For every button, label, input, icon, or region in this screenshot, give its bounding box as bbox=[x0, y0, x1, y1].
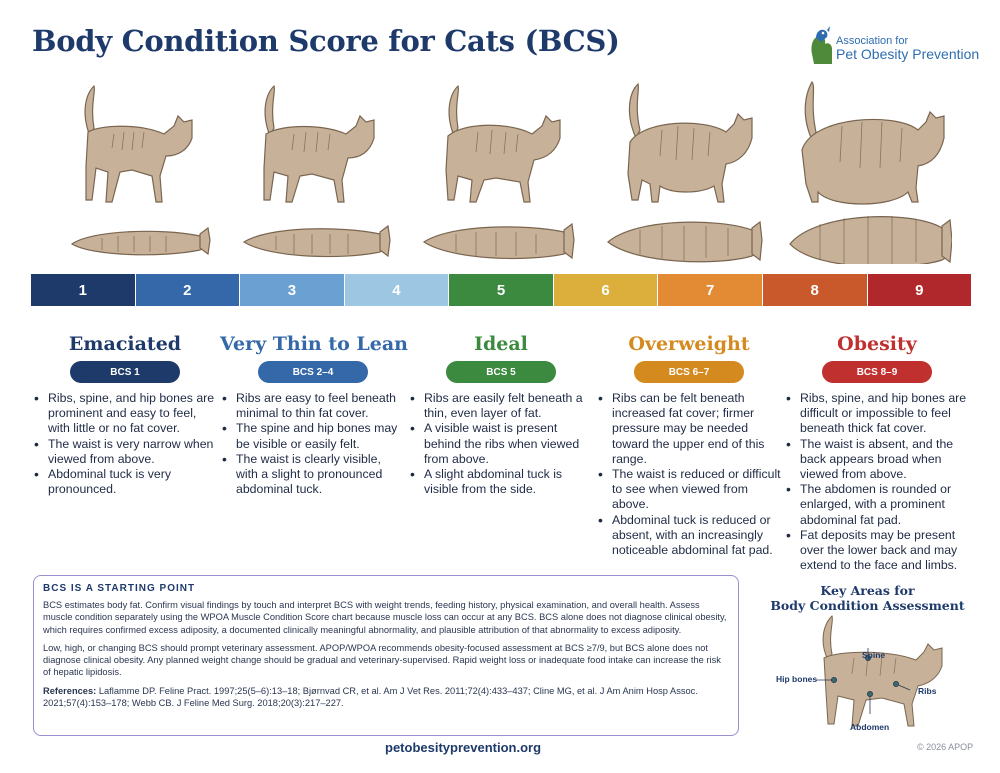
starting-point-note bbox=[33, 575, 739, 736]
category-badge: BCS 5 bbox=[446, 361, 556, 383]
category-name: Emaciated bbox=[68, 333, 182, 355]
cat-illustration-bcs5 bbox=[396, 76, 576, 264]
cat-illustration-bcs2-4 bbox=[212, 76, 392, 264]
category-name: Obesity bbox=[837, 333, 917, 355]
bullet-item: • A visible waist is present behind the ribs when viewed from above. bbox=[408, 421, 594, 467]
scale-segment-3: 3 bbox=[240, 274, 345, 306]
bullet-item: • A slight abdominal tuck is visible from the side. bbox=[408, 467, 594, 497]
cat-illustration-bcs8-9 bbox=[772, 76, 952, 264]
scale-segment-4: 4 bbox=[345, 274, 450, 306]
bullet-item: • Abdominal tuck is very pronounced. bbox=[32, 467, 218, 497]
scale-segment-9: 9 bbox=[868, 274, 972, 306]
bullet-item: • The waist is absent, and the back appears broad when viewed from above. bbox=[784, 437, 970, 483]
category-overweight bbox=[596, 333, 782, 558]
bullet-item: • Ribs, spine, and hip bones are prominent and easy to feel, with little or no fat cover. bbox=[32, 391, 218, 437]
category-badge: BCS 1 bbox=[70, 361, 180, 383]
logo-line1: Association for bbox=[836, 35, 909, 47]
category-bullets bbox=[784, 391, 970, 573]
category-bullets bbox=[596, 391, 782, 558]
cat-illustration-bcs1 bbox=[32, 76, 212, 264]
dog-cat-logo-icon bbox=[806, 24, 838, 68]
logo-line2: Pet Obesity Prevention bbox=[836, 46, 980, 62]
category-bullets bbox=[220, 391, 406, 497]
category-badge: BCS 6–7 bbox=[634, 361, 744, 383]
key-label-spine: Spine bbox=[862, 650, 886, 660]
bullet-item: • Ribs can be felt beneath increased fat cover; firmer pressure may be needed toward the upper end of this range. bbox=[596, 391, 782, 467]
page-title: Body Condition Score for Cats (BCS) bbox=[32, 24, 620, 58]
category-name: Very Thin to Lean bbox=[220, 333, 408, 355]
scale-segment-2: 2 bbox=[136, 274, 241, 306]
scale-segment-5: 5 bbox=[449, 274, 554, 306]
key-areas-diagram bbox=[770, 610, 970, 740]
scale-segment-8: 8 bbox=[763, 274, 868, 306]
website-link[interactable]: petobesityprevention.org bbox=[385, 740, 542, 755]
cat-illustration-bcs6-7 bbox=[584, 76, 764, 264]
bullet-item: • Fat deposits may be present over the lower back and may extend to the face and limbs. bbox=[784, 528, 970, 574]
note-paragraph-2: Low, high, or changing BCS should prompt veterinary assessment. APOP/WPOA recommends obesity-focused assessment at BCS ≥7/9, but BCS alone does not diagnose clinical obesity. Any planned weight change should be gradual and veterinary-supervised. Rapid weight loss or inadequate food intake can increase the risk of hepatic lipidosis. bbox=[43, 642, 721, 678]
category-bullets bbox=[32, 391, 218, 497]
category-emaciated bbox=[32, 333, 218, 497]
key-areas-title bbox=[765, 583, 970, 613]
bullet-item: • The waist is reduced or difficult to see when viewed from above. bbox=[596, 467, 782, 513]
category-bullets bbox=[408, 391, 594, 497]
bullet-item: • The spine and hip bones may be visible or easily felt. bbox=[220, 421, 406, 451]
category-obesity bbox=[784, 333, 970, 573]
bullet-item: • The abdomen is rounded or enlarged, with a prominent abdominal fat pad. bbox=[784, 482, 970, 528]
category-badge: BCS 8–9 bbox=[822, 361, 932, 383]
note-paragraph-1: BCS estimates body fat. Confirm visual findings by touch and interpret BCS with weight trends, feeding history, physical examination, and overall health. Assess muscle condition separately using the WPOA Muscle Condition Score chart because muscle loss can occur at any BCS. BCS alone does not diagnose clinical obesity, which requires confirmed excess adiposity, a documented clinically meaningful abnormality, and plausible attribution of that abnormality to excess adiposity. bbox=[43, 600, 727, 635]
note-references bbox=[43, 685, 729, 710]
bullet-item: • Abdominal tuck is reduced or absent, with an increasingly noticeable abdominal fat pad. bbox=[596, 513, 782, 559]
references-label: References: bbox=[43, 685, 97, 696]
category-badge: BCS 2–4 bbox=[258, 361, 368, 383]
references-text: Laflamme DP. Feline Pract. 1997;25(5–6):13–18; Bjørnvad CR, et al. Am J Vet Res. 2011;72(4):433–437; Cline MG, et al. J Am Anim Hosp Assoc. 2021;57(4):153–178; Webb CB. J Feline Med Surg. 2018;20(3):217–227. bbox=[43, 685, 698, 709]
bullet-item: • Ribs are easily felt beneath a thin, even layer of fat. bbox=[408, 391, 594, 421]
note-heading: BCS IS A STARTING POINT bbox=[43, 583, 196, 594]
apop-logo bbox=[806, 24, 986, 68]
key-label-abdomen: Abdomen bbox=[850, 722, 890, 732]
category-ideal bbox=[408, 333, 594, 497]
key-label-ribs: Ribs bbox=[918, 686, 937, 696]
copyright: © 2026 APOP bbox=[917, 742, 974, 752]
scale-segment-6: 6 bbox=[554, 274, 659, 306]
scale-segment-7: 7 bbox=[658, 274, 763, 306]
bullet-item: • The waist is very narrow when viewed from above. bbox=[32, 437, 218, 467]
category-name: Ideal bbox=[474, 333, 528, 355]
category-name: Overweight bbox=[628, 333, 750, 355]
bullet-item: • The waist is clearly visible, with a slight to pronounced abdominal tuck. bbox=[220, 452, 406, 498]
category-very-thin-to-lean bbox=[220, 333, 406, 497]
bullet-item: • Ribs are easy to feel beneath minimal to thin fat cover. bbox=[220, 391, 406, 421]
bcs-scale-bar bbox=[31, 274, 971, 306]
key-label-hip-bones: Hip bones bbox=[776, 674, 818, 684]
key-areas-title-line2: Body Condition Assessment bbox=[770, 598, 965, 613]
bullet-item: • Ribs, spine, and hip bones are difficult or impossible to feel beneath thick fat cover. bbox=[784, 391, 970, 437]
key-areas-title-line1: Key Areas for bbox=[820, 583, 915, 598]
scale-segment-1: 1 bbox=[31, 274, 136, 306]
